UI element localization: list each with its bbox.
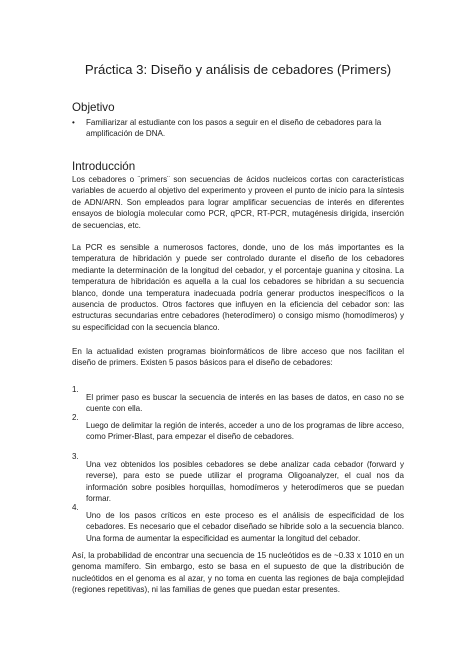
- step-number: 3.: [72, 452, 79, 461]
- objective-list: [72, 117, 404, 140]
- step-text: Una vez obtenidos los posibles cebadores se debe analizar cada cebador (forward y reverse), para esto se puede utilizar el programa Oligoanalyzer, el cual nos da información sobre posibles horquillas, homodímeros y heterodímeros que se puedan formar.: [86, 460, 404, 504]
- step-text: Uno de los pasos críticos en este proceso es el análisis de especificidad de los cebadores. Es necesario que el cebador diseñado se hibride solo a la secuencia blanco. Una forma de aumentar la especificidad es aumentar la longitud del cebador.: [86, 511, 404, 543]
- objective-heading: Objetivo: [72, 101, 115, 114]
- step-item: [72, 412, 404, 451]
- objective-bullet-text: Familiarizar al estudiante con los pasos a seguir en el diseño de cebadores para la amplificación de DNA.: [86, 118, 382, 139]
- step-text: El primer paso es buscar la secuencia de interés en las bases de datos, en caso no se cuente con ella.: [86, 393, 404, 414]
- intro-paragraph-1: Los cebadores o ¨primers¨ son secuencias de ácidos nucleicos cortas con características variables de acuerdo al objetivo del experimento y proveen el punto de inicio para la síntesis de ADN/ARN. Son empleados para lograr amplificar secuencias de interés en diferentes ensayos de biología molecular como PCR, qPCR, RT-PCR, mutagénesis dirigida, inserción de secuencias, etc.: [72, 175, 404, 230]
- objective-bullet: [72, 117, 404, 140]
- introduction-heading: Introducción: [72, 160, 136, 173]
- step-number: 2.: [72, 413, 79, 422]
- step-item: [72, 502, 404, 552]
- step-number: 1.: [72, 385, 79, 394]
- step-text: Luego de delimitar la región de interés, acceder a uno de los programas de libre acceso, como Primer-Blast, para empezar el diseño de cebadores.: [86, 421, 404, 442]
- closing-paragraph: Así, la probabilidad de encontrar una secuencia de 15 nucleótidos es de ~0.33 x 1010 en un genoma mamífero. Sin embargo, esto se basa en el supuesto de que la distribución de nucleótidos en el genoma es al azar, y no toma en cuenta las regiones de baja complejidad (regiones repetitivas), ni las familias de genes que puedan estar presentes.: [72, 551, 404, 595]
- intro-paragraph-2: La PCR es sensible a numerosos factores, donde, uno de los más importantes es la temperatura de hibridación y puede ser controlado durante el diseño de los cebadores mediante la determinación de la longitud del cebador, y el porcentaje guanina y citosina. La temperatura de hibridación es aquella a la cual los cebadores se hibridan a su secuencia blanco, donde una temperatura inadecuada podría generar productos inespecíficos o la ausencia de productos. Otros factores que influyen en la eficiencia del cebador son: las estructuras secundarias entre cebadores (heterodímero) o consigo mismo (homodímeros) y su especificidad con la secuencia blanco.: [72, 243, 404, 332]
- intro-paragraph-3: En la actualidad existen programas bioinformáticos de libre acceso que nos facilitan el diseño de primers. Existen 5 pasos básicos para el diseño de cebadores:: [72, 347, 404, 368]
- bullet-dot-icon: •: [72, 118, 75, 127]
- step-number: 4.: [72, 503, 79, 512]
- document-title: Práctica 3: Diseño y análisis de cebadores (Primers): [84, 62, 392, 77]
